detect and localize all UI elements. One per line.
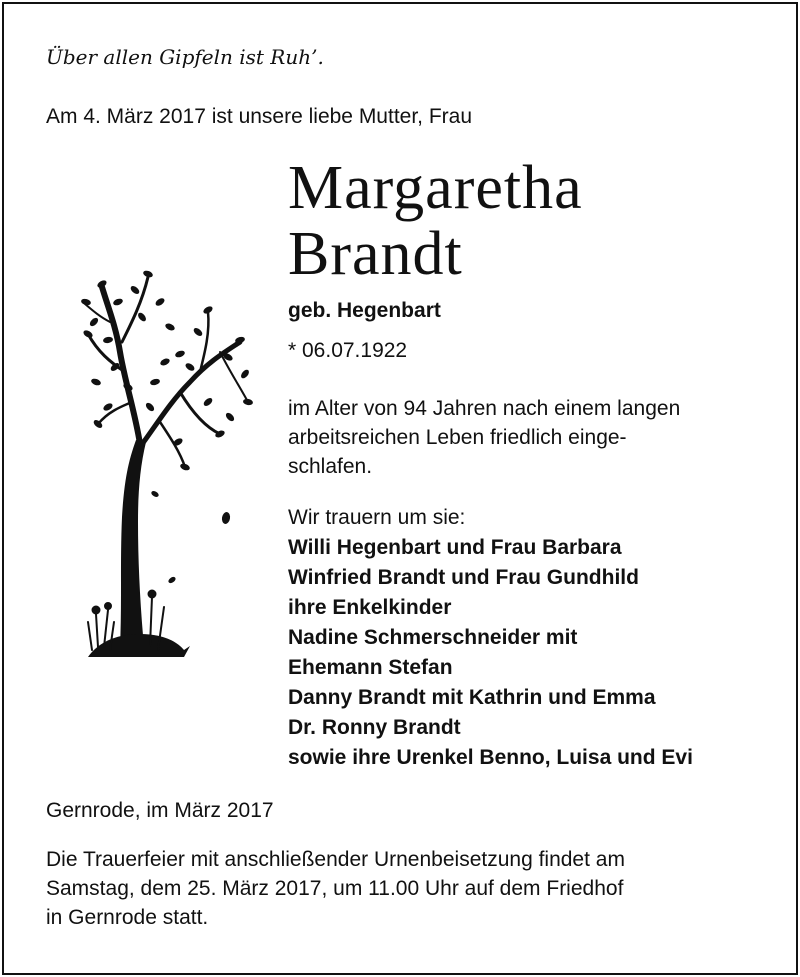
- mourner-entry: Ehemann Stefan: [288, 656, 453, 679]
- intro-line: Am 4. März 2017 ist unsere liebe Mutter, Frau: [46, 105, 473, 128]
- tree-icon: [80, 262, 255, 662]
- mourners-lead: Wir trauern um sie:: [288, 506, 466, 529]
- deceased-name: [288, 155, 583, 287]
- birth-date: * 06.07.1922: [288, 339, 408, 362]
- first-name: Margaretha: [288, 154, 583, 222]
- age-line: im Alter von 94 Jahren nach einem langen: [288, 397, 681, 420]
- ceremony-line: in Gernrode statt.: [46, 906, 209, 929]
- mourners-block: [288, 503, 693, 773]
- mourner-entry: Winfried Brandt und Frau Gundhild: [288, 566, 639, 589]
- age-line: schlafen.: [288, 455, 373, 478]
- mourner-entry: Willi Hegenbart und Frau Barbara: [288, 536, 622, 559]
- mourner-entry: Danny Brandt mit Kathrin und Emma: [288, 686, 656, 709]
- age-line: arbeitsreichen Leben friedlich einge-: [288, 426, 627, 449]
- maiden-name: geb. Hegenbart: [288, 299, 441, 322]
- ceremony-text: [46, 845, 625, 932]
- age-text: [288, 394, 680, 481]
- mourner-entry: sowie ihre Urenkel Benno, Luisa und Evi: [288, 746, 693, 769]
- opening-quote: Über allen Gipfeln ist Ruh’.: [46, 45, 324, 69]
- ceremony-line: Samstag, dem 25. März 2017, um 11.00 Uhr auf dem Friedhof: [46, 877, 624, 900]
- last-name: Brandt: [288, 220, 463, 288]
- ceremony-line: Die Trauerfeier mit anschließender Urnenbeisetzung findet am: [46, 848, 625, 871]
- mourner-entry: Nadine Schmerschneider mit: [288, 626, 578, 649]
- mourners-list: [288, 533, 693, 773]
- mourner-entry: Dr. Ronny Brandt: [288, 716, 461, 739]
- place-date: Gernrode, im März 2017: [46, 799, 274, 822]
- mourner-entry: ihre Enkelkinder: [288, 596, 452, 619]
